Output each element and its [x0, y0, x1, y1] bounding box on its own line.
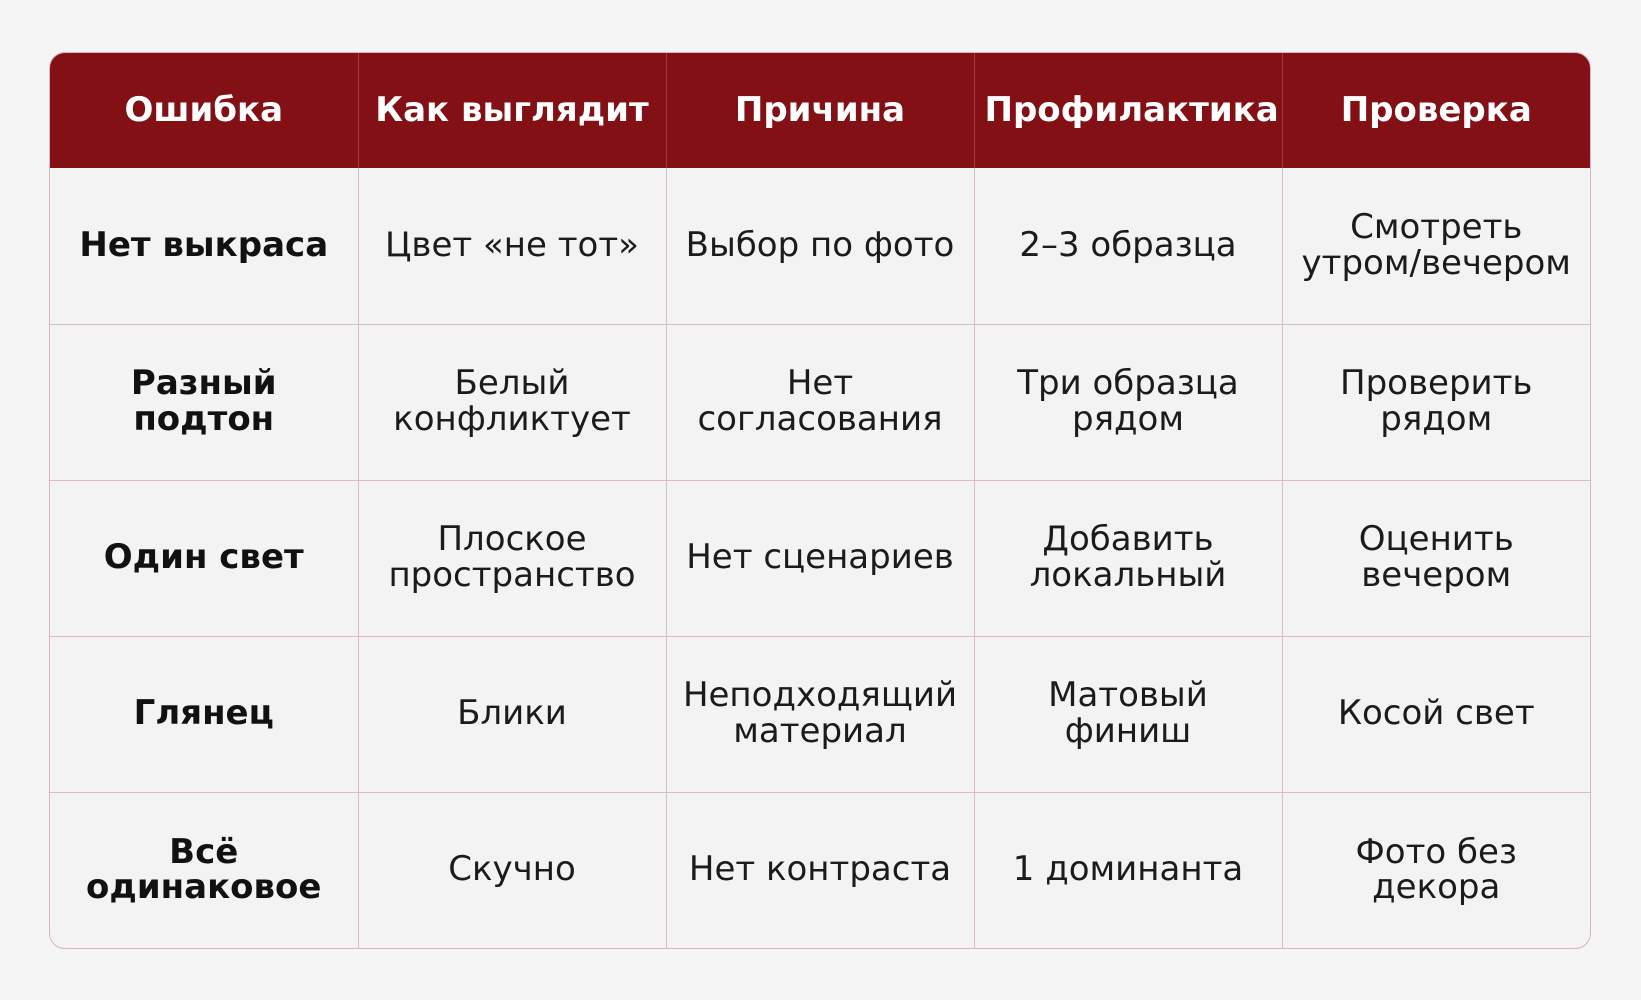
- cell-check: Косой свет: [1282, 636, 1590, 792]
- cell-appearance: Цвет «не тот»: [358, 168, 666, 324]
- table-row: [50, 324, 1590, 480]
- cell-appearance: Белый конфликтует: [358, 324, 666, 480]
- cell-error: Один свет: [50, 480, 358, 636]
- header-cause: Причина: [666, 53, 974, 168]
- cell-cause: Неподходящий материал: [666, 636, 974, 792]
- cell-prevention: Три образца рядом: [974, 324, 1282, 480]
- cell-error: Нет выкраса: [50, 168, 358, 324]
- cell-check: Проверить рядом: [1282, 324, 1590, 480]
- cell-error: Глянец: [50, 636, 358, 792]
- cell-error: Всё одинаковое: [50, 792, 358, 948]
- cell-check: Смотреть утром/вечером: [1301, 207, 1571, 283]
- table-row: [50, 792, 1590, 948]
- cell-prevention: Добавить локальный: [974, 480, 1282, 636]
- cell-cause: Нет контраста: [666, 792, 974, 948]
- table-row: [50, 480, 1590, 636]
- header-check: Проверка: [1282, 53, 1590, 168]
- cell-appearance: Плоское пространство: [358, 480, 666, 636]
- header-row: [50, 53, 1590, 168]
- cell-appearance: Блики: [358, 636, 666, 792]
- cell-cause: Нет сценариев: [666, 480, 974, 636]
- header-appearance: Как выглядит: [358, 53, 666, 168]
- cell-cause: Выбор по фото: [666, 168, 974, 324]
- header-error: Ошибка: [50, 53, 358, 168]
- table-row: [50, 168, 1590, 324]
- table-header: [50, 53, 1590, 168]
- table-row: [50, 636, 1590, 792]
- header-prevention: Профилактика: [974, 53, 1282, 168]
- cell-error: Разный подтон: [50, 324, 358, 480]
- cell-cause: Нет согласования: [666, 324, 974, 480]
- table-body: [50, 168, 1590, 948]
- cell-prevention: 2–3 образца: [974, 168, 1282, 324]
- error-table: [50, 53, 1590, 948]
- cell-check: Фото без декора: [1282, 792, 1590, 948]
- comparison-table: [49, 52, 1591, 949]
- cell-appearance: Скучно: [358, 792, 666, 948]
- cell-check: Оценить вечером: [1282, 480, 1590, 636]
- cell-prevention: 1 доминанта: [974, 792, 1282, 948]
- cell-prevention: Матовый финиш: [974, 636, 1282, 792]
